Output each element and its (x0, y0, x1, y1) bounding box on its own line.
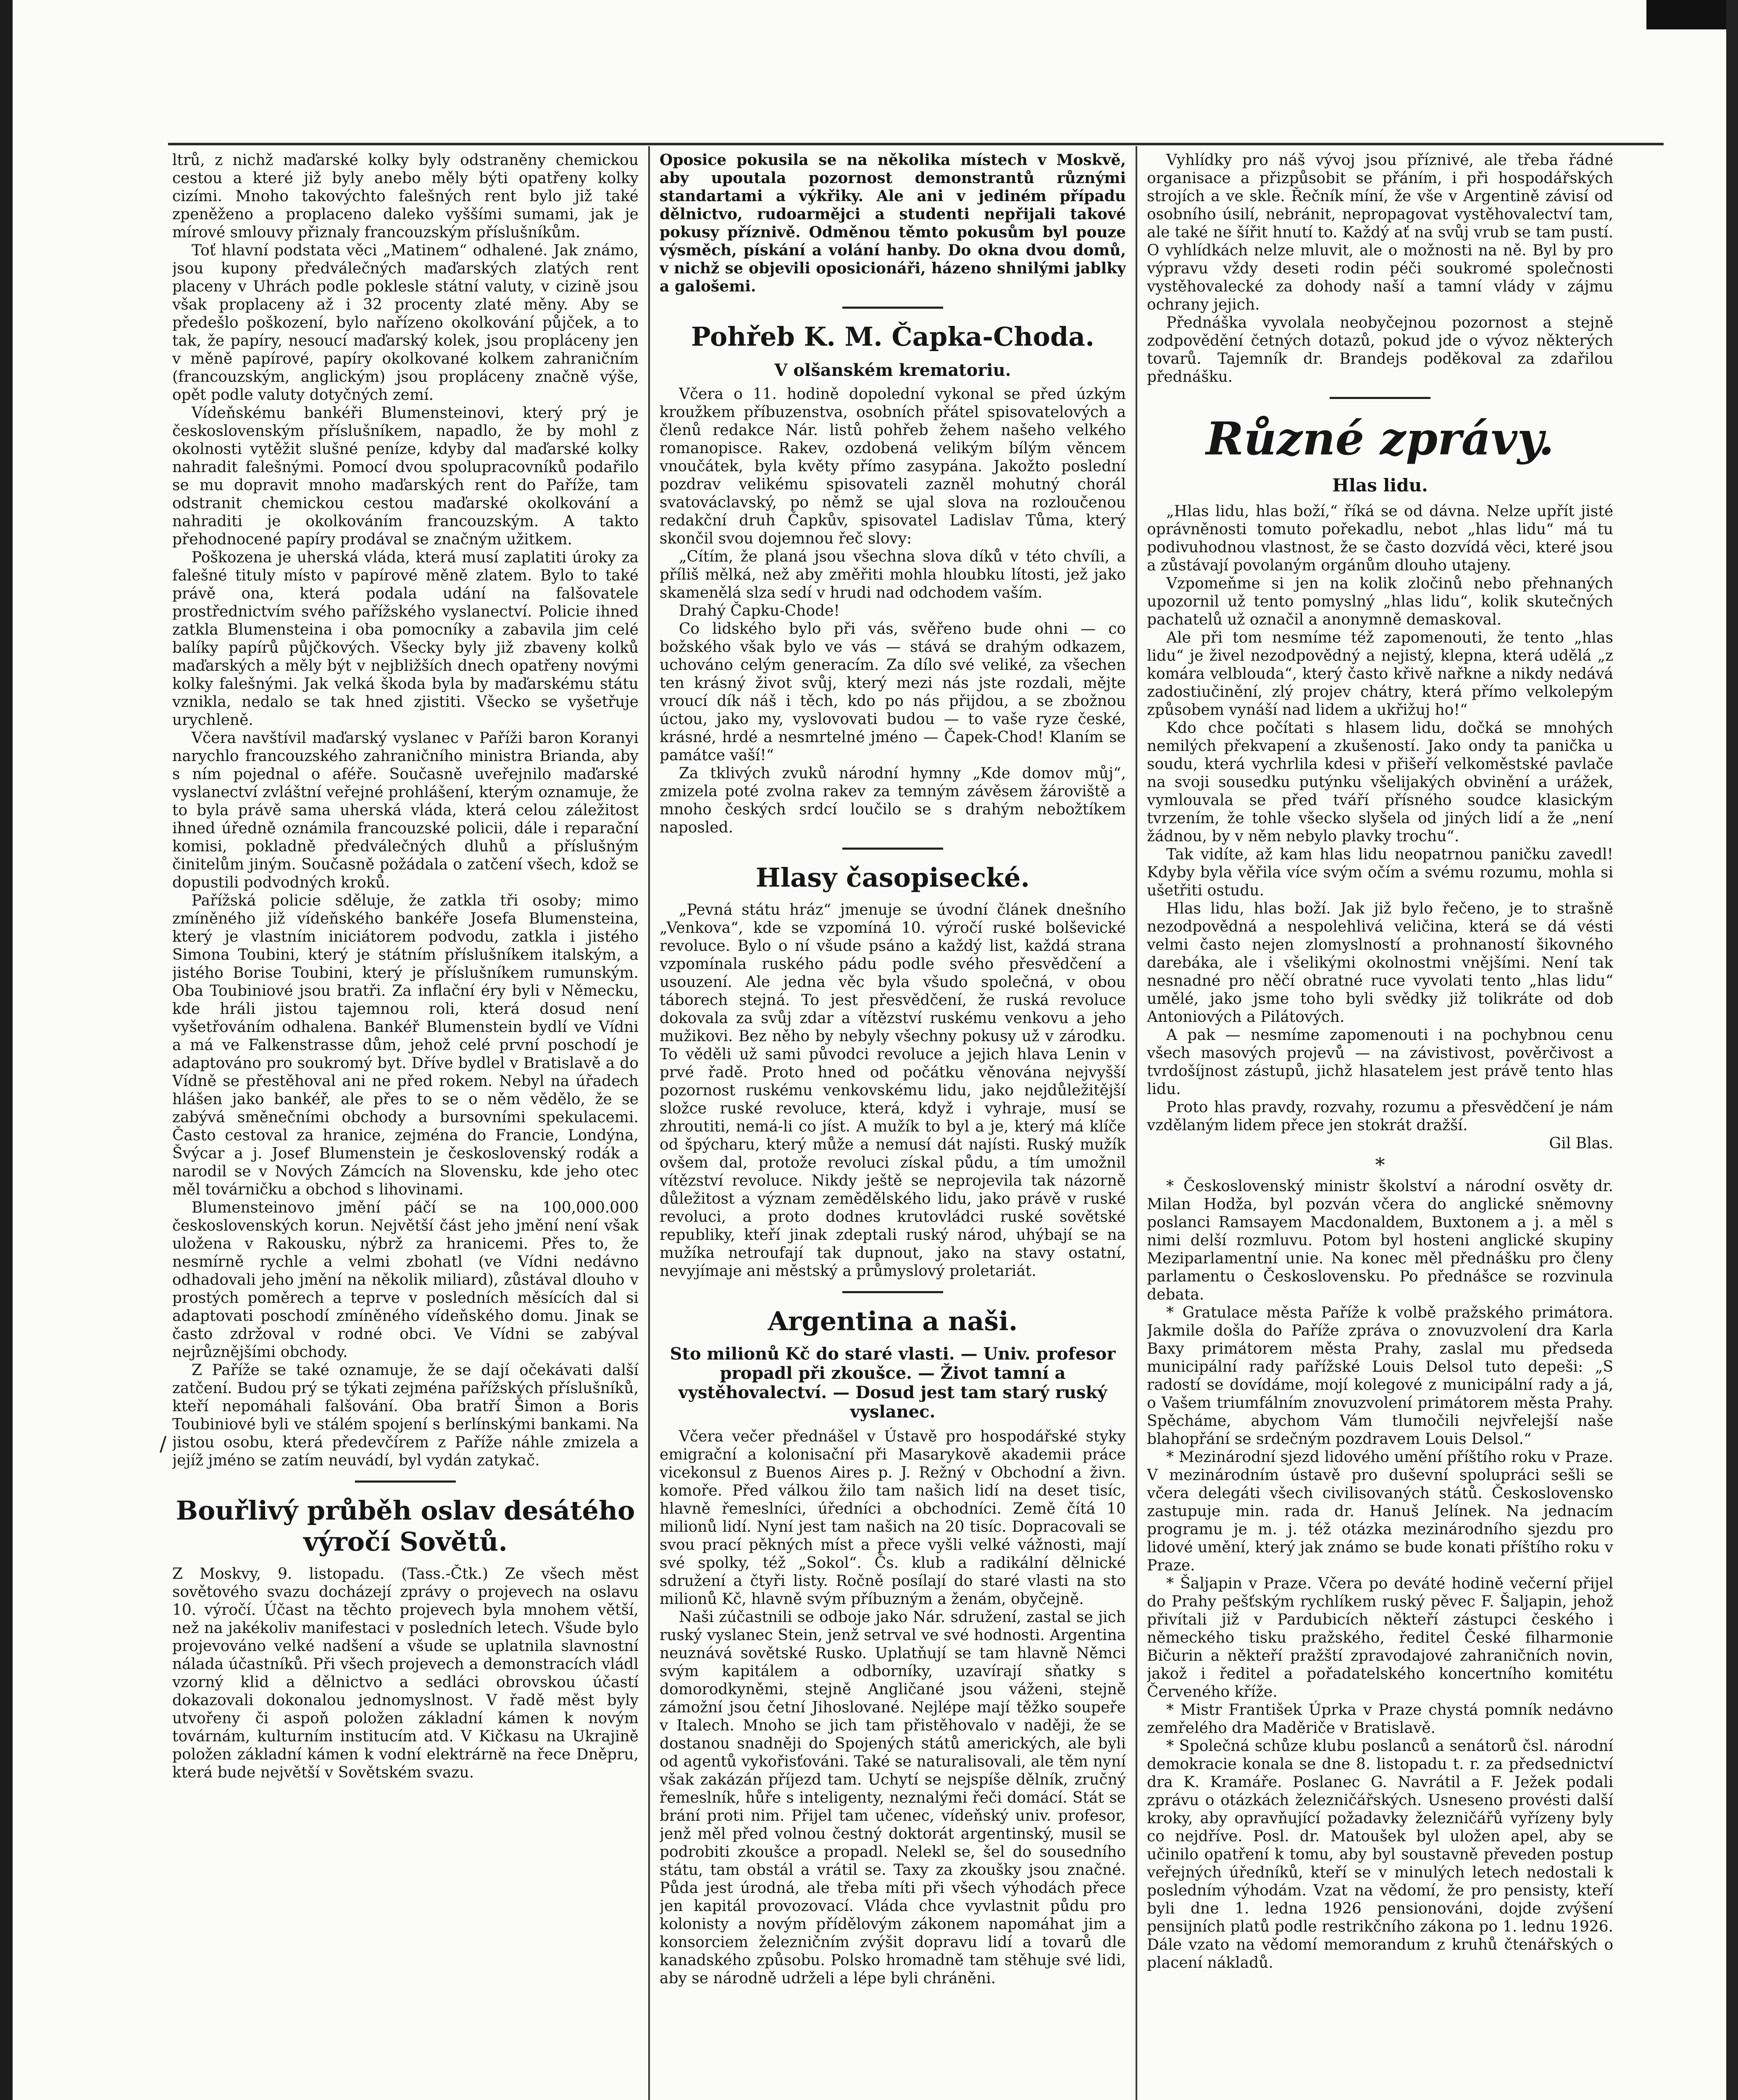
lead-argentina: Sto milionů Kč do staré vlasti. — Univ. profesor propadl při zkoušce. — Život tamní a vystěhovalectví. — Dosud jest tam starý ruský vyslanec. (670, 1344, 1116, 1422)
article-paragraph: Naši zúčastnili se odboje jako Nár. sdružení, zastal se jich ruský vyslanec Stein, jenž setrval ve své hodnosti. Argentina neuznává sovětské Rusko. Uplatňují se tam hlavně Němci svým kapitálem a odborníky, uzavírají sňatky s domorodkyněmi, stejně Angličané jsou váženi, stejně zámožní jsou četní Jihoslované. Nejlépe mají těžko soupeře v Italech. Mnoho se jich tam přistěhovalo v naději, že se dostanou snadněji do Spojených států amerických, ale byli od agentů vykořisťováni. Také se naturalisovali, ale těm nyní však zakázán příjezd tam. Uchytí se nejspíše dělník, zručný řemeslník, hůře s inteligenty, neznalými řeči domácí. Stát se brání proti nim. Přijel tam učenec, vídeňský univ. profesor, jenž měl před volnou čestný doktorát argentinský, musil se podrobiti zkoušce a propadl. Nelekl se, šel do sousedního státu, tam obstál a vrátil se. Taxy za zkoušky jsou značné. Půda jest úrodná, ale třeba míti při všech výhodách přece jen kapitál provozovací. Vláda chce vyvlastnit půdu pro kolonisty a novým přídělovým zákonem napomáhat jim a konsorciem železničním zvýšit dopravu lidí a tovarů dle kanadského způsobu. Polsko hromadně tam stěhuje své lidi, aby se národně udrželi a lépe byli chráněni. (660, 1609, 1126, 1987)
article-paragraph: Drahý Čapku-Chode! (679, 602, 840, 620)
article-paragraph: „Hlas lidu, hlas boží,“ říká se od dávna. Nelze upřít jisté oprávněnosti tomuto pořekadlu, nebot „hlas lidu“ má tu podivuhodnou vlastnost, že se často dozvídá věci, které jsou a zůstávají povolaným orgánům dlouho utajeny. (1147, 503, 1613, 574)
headline-hlas-lidu: Hlas lidu. (1332, 475, 1428, 496)
article-paragraph: Vzpomeňme si jen na kolik zločinů nebo přehnaných upozornil už tento pomyslný „hlas lidu“, kolik skutečných pachatelů už označil a anonymně demaskoval. (1147, 575, 1613, 628)
article-divider (842, 307, 943, 309)
article-divider (1330, 397, 1430, 399)
article-paragraph: ltrů, z nichž maďarské kolky byly odstraněny chemickou cestou a které již byly anebo měly býti opatřeny kolky cizími. Mnoho takovýchto falešných rent bylo již také zpeněženo a proplaceno daleko vyššími sumami, jak je mírové smlouvy přiznaly francouzským příslušníkům. (172, 152, 639, 241)
notice-paragraph: * Společná schůze klubu poslanců a senátorů čsl. národní demokracie konala se dne 8. listopadu t. r. za předsednictví dra K. Kramáře. Poslanec G. Navrátil a F. Ježek podali zprávu o otázkách železničářských. Usneseno provésti další kroky, aby opravňující požadavky železničářů vyřízeny byly co nejdříve. Posl. dr. Matoušek byl uložen apel, aby se učinilo opatření k tomu, aby byl soustavně převeden postup veřejných úředníků, kteří se v minulých letech nedostali k posledním výhodám. Vzat na vědomí, že pro pensisty, kteří byli dne 1. ledna 1926 pensionováni, dojde zvýšení pensijních platů podle restrikčního zákona po 1. lednu 1926. Dále vzato na vědomí memorandum z kruhů čtenářských o placení nákladů. (1147, 1738, 1613, 1971)
headline-sovety: Bouřlivý průběh oslav desátého výročí Sovětů. (176, 1495, 635, 1557)
article-paragraph: A pak — nesmíme zapomenouti i na pochybnou cenu všech masových projevů — na závistivost, pověrčivost a tvrdošíjnost zástupů, jichž hlasatelem jest právě tento hlas lidu. (1147, 1026, 1613, 1098)
article-paragraph: Poškozena je uherská vláda, která musí zaplatiti úroky za falešné tituly místo v papírové měně zlatem. Bylo to také právě ona, která podala udání na falšovatele prostřednictvím svého pařížského vyslanectví. Policie ihned zatkla Blumensteina i oba pomocníky a zabavila jim celé balíky papírů půjčkových. Všecky byly již zbaveny kolků maďarských a měly být v nejbližších dnech opatřeny novými kolky falešnými. Jak velká škoda byla by maďarskému státu vznikla, nedalo se tak hned zjistiti. Všecko se vyšetřuje urychleně. (172, 549, 639, 729)
star-separator-icon: * (1375, 1153, 1385, 1176)
article-paragraph: Pařížská policie sděluje, že zatkla tři osoby; mimo zmíněného již vídeňského bankéře Josefa Blumensteina, který je vlastním iniciátorem podvodu, zatkla i jistého Simona Toubini, který je státním příslušníkem italským, a jistého Borise Toubini, který je příslušníkem rumunským. Oba Toubiniové jsou bratři. Za inflační éry byli v Německu, kde hráli jistou tajemnou roli, která dosud není vyšetřováním odhalena. Bankéř Blumenstein bydlí ve Vídni a má ve Falkenstrasse dům, jehož celé první poschodí je adaptováno pro soukromý byt. Dříve bydlel v Bratislavě a do Vídně se přestěhoval ani ne před rokem. Nebyl na úřadech hlášen jako bankéř, ale přes to se o něm vědělo, že se zabývá směnečními obchody a bursovními spekulacemi. Často cestoval za hranice, zejména do Francie, Londýna, Švýcar a j. Josef Blumenstein je československý rodák a narodil se v Nových Zámcích na Slovensku, kde jeho otec měl továrničku a obchod s lihovinami. (172, 892, 639, 1198)
notice-paragraph: * Mistr František Úprka v Praze chystá pomník nedávno zemřelého dra Maděriče v Bratislavě. (1147, 1701, 1613, 1737)
notice-paragraph: * Šaljapin v Praze. Včera po deváté hodině večerní přijel do Prahy pešťským rychlíkem ruský pěvec F. Šaljapin, jehož přivítali již v Pardubicích někteří zástupci českého i německého tisku pražského, ředitel České filharmonie Bičurin a někteří pražští zpravodajové zahraničních novin, jakož i ředitel a pořadatelského koncertního komitétu Červeného kříže. (1147, 1575, 1613, 1701)
article-divider (842, 1291, 943, 1293)
subheadline-capek: V olšanském krematoriu. (774, 360, 1011, 380)
article-paragraph: Včera o 11. hodině dopolední vykonal se před úzkým kroužkem příbuzenstva, osobních přátel spisovatelových a členů redakce Nár. listů pohřeb žehem našeho velkého romanopisce. Rakev, ozdobená velikým bílým věncem vnoučátek, byla květy přímo zasypána. Jakožto poslední pozdrav velikému spisovateli zazněl mohutný chorál svatováclavský, po němž se ujal slova na rozloučenou redakční druh Čapkův, spisovatel Ladislav Tůma, který skončil svou dojemnou řeč slovy: (660, 386, 1126, 547)
article-divider (355, 1480, 456, 1483)
headline-argentina: Argentina a naši. (768, 1306, 1018, 1336)
margin-mark: / (160, 1432, 167, 1456)
middle-column (660, 151, 1126, 2100)
article-paragraph: „Cítím, že planá jsou všechna slova díků v této chvíli, a příliš mělká, než aby změřiti mohla hloubku lítosti, jež jako skamenělá slza sedí v hrudi nad odchodem vaším. (660, 548, 1126, 601)
scan-edge-left (0, 0, 13, 2100)
section-title-ruzne-zpravy: Různé zprávy. (1206, 412, 1554, 465)
notice-paragraph: * Gratulace města Paříže k volbě pražského primátora. Jakmile došla do Paříže zpráva o znovuzvolení dra Karla Baxy primátorem města Prahy, zaslal mu předseda municipální rady pařížské Louis Delsol tuto depeši: „S radostí se dovídáme, mojí kolegové z municipální rady a já, o Vašem triumfálním znovuzvolení primátorem města Prahy. Spěcháme, abychom Vám tlumočili nejvřelejší naše blahopřání se srdečným pozdravem Louis Delsol.“ (1147, 1304, 1613, 1448)
article-paragraph: Včera navštívil maďarský vyslanec v Paříži baron Koranyi narychlo francouzského zahraničního ministra Brianda, aby s ním pojednal o aféře. Současně uveřejnilo maďarské vyslanectví zvláštní veřejné prohlášení, kterým oznamuje, že to byla právě sama uherská vláda, která celou záležitost ihned úředně oznámila francouzské policii, dále i reparační komisi, pokladně předválečných dluhů a příslušným činitelům jiným. Současně požádala o zatčení všech, kdož se dopustili podvodných kroků. (172, 730, 639, 891)
article-paragraph: Vyhlídky pro náš vývoj jsou příznivé, ale třeba řádné organisace a přizpůsobit se přáním, i při hospodářských strojích a ve skle. Řečník míní, že vše v Argentině závisí od osobního úsilí, nebránit, nepropagovat vystěhovalectví tam, ale také ne šířit hnutí to. Každý ať na svůj vrub se tam pustí. O vyhlídkách nelze mluvit, ale o možnosti na ně. Byl by pro výpravu vždy deseti rodin péči soukromé společnosti vystěhovalecké za dohody naší a tamní vlády v zájmu ochrany jejich. (1147, 152, 1613, 313)
article-paragraph: Hlas lidu, hlas boží. Jak již bylo řečeno, je to strašně nezodpovědná a nespolehlivá veličina, která se dá vésti velmi často nejen zlomyslností a prohnaností šikovného darebáka, ale i všelikými okolnostmi vnějšími. Není tak nesnadné pro něčí obratné ruce vyvolati tento „hlas lidu“ umělé, jako jsme toho byli svědky již tolikráte od dob Antoniových a Pilátových. (1147, 900, 1613, 1026)
article-paragraph: Z Paříže se také oznamuje, že se dají očekávati další zatčení. Budou prý se týkati zejména pařížských příslušníků, kteří nepomáhali falšování. Oba bratří Šimon a Boris Toubiniové byli ve stálém spojení s berlínskými bankami. Na jistou osobu, která předevčírem z Paříže náhle zmizela a jejíž jméno se zatím neuvádí, byl vydán zatykač. (172, 1362, 639, 1469)
headline-hlasy: Hlasy časopisecké. (756, 862, 1030, 893)
column-rule-1 (648, 146, 650, 2100)
article-paragraph: Přednáška vyvolala neobyčejnou pozornost a stejně zodpovědění četných dotazů, pokud jde o vývoz některých tovarů. Tajemník dr. Brandejs poděkoval za zdařilou přednášku. (1147, 314, 1613, 386)
article-paragraph: Co lidského bylo při vás, svěřeno bude ohni — co božského však bylo ve vás — stává se drahým odkazem, uchováno celým generacím. Za dílo své veliké, za všechen ten krásný život svůj, který mezi nás jste rozdali, mějte vroucí dík náš i těch, kdo po nás přijdou, a se zbožnou úctou, jako my, vyslovovati budou — to vaše ryze české, krásné, hrdé a nesmrtelné jméno — Čapek-Chod! Klaním se památce vaší!“ (660, 620, 1126, 764)
article-paragraph: Z Moskvy, 9. listopadu. (Tass.-Čtk.) Ze všech měst sovětového svazu docházejí zprávy o projevech na oslavu 10. výročí. Účast na těchto projevech byla mnohem větší, než na jakékoliv manifestaci v posledních letech. Všude bylo projevováno velké nadšení a všude se uplatnila slavnostní nálada účastníků. Při všech projevech a demonstracích vládl vzorný klid a dělnictvo a sedláci obrovskou účastí dokazovali dokonalou jednomyslnost. V řadě měst byly utvořeny či aspoň položen základní kámen k novým továrnám, kulturním institucím atd. V Kičkasu na Ukrajině položen základní kámen k vodní elektrárně na řece Dněpru, která bude největší v Sovětském svazu. (172, 1565, 639, 1781)
article-paragraph: Ale při tom nesmíme též zapomenouti, že tento „hlas lidu“ je živel nezodpovědný a nejistý, klepna, která udělá „z komára velblouda“, který často křivě nařkne a nikdy nedává zadostiučinění, zlý projev chátry, která přímo velkolepým způsobem vynáší nad lidem a ukřižuj ho!“ (1147, 629, 1613, 719)
article-divider (842, 848, 943, 850)
notice-paragraph: * Československý ministr školství a národní osvěty dr. Milan Hodža, byl pozván včera do anglické sněmovny poslanci Ramsayem Macdonaldem, Buxtonem a j. a měl s nimi delší rozmluvu. Potom byl hosteni anglické skupiny Meziparlamentní unie. Na konec měl přednášku pro členy parlamentu o Československu. Po přednášce se rozvinula debata. (1147, 1178, 1613, 1303)
article-paragraph: Blumensteinovo jmění páčí se na 100,000.000 československých korun. Největší část jeho jmění není však uložena v Rakousku, nýbrž za hranicemi. Přes to, že nesmírně rychle a velmi zbohatl (ve Vídni nedávno odhadovali jeho jmění na několik miliard), zůstával dlouho v prostých poměrech a teprve v posledních měsících dal si adaptovati poschodí zmíněného vídeňského domu. Jinak se často zdržoval v rodné obci. Ve Vídni se zabýval nejrůznějšími obchody. (172, 1199, 639, 1361)
notice-paragraph: * Mezinárodní sjezd lidového umění příštího roku v Praze. V mezinárodním ústavě pro duševní spolupráci sešli se včera delegáti všech civilisovaných států. Československo zastupuje min. rada dr. Hanuš Jelínek. Na jednacím programu je m. j. též otázka mezinárodního sjezdu pro lidové umění, který jak známo se bude konati příštího roku v Praze. (1147, 1449, 1613, 1574)
signature: Gil Blas. (1549, 1135, 1613, 1152)
article-paragraph: Tak vidíte, až kam hlas lidu neopatrnou paničku zavedl! Kdyby byla věřila více svým očím a svému rozumu, mohla si ušetřiti ostudu. (1147, 846, 1613, 899)
right-column (1147, 151, 1613, 2100)
header-rule (168, 143, 1664, 145)
article-paragraph-bold: Oposice pokusila se na několika místech v Moskvě, aby upoutala pozornost demonstrantů různými standartami a výkřiky. Ale ani v jediném případu dělnictvo, rudoarmějci a studenti nepřijali takové pokusy příznivě. Odměnou těmto pokusům byl pouze výsměch, pískání a volání hanby. Do okna dvou domů, v nichž se objevili oposicionáři, házeno shnilými jablky a galošemi. (660, 151, 1126, 295)
article-paragraph: „Pevná státu hráz“ jmenuje se úvodní článek dnešního „Venkova“, kde se vzpomíná 10. výročí ruské bolševické revoluce. Bylo o ní všude psáno a každý list, každá strana vzpomínala ruského pádu podle svého přesvědčení a usouzení. Ale jedna věc byla všudo společná, v obou táborech stejná. To jest přesvědčení, že ruská revoluce dokovala za svůj zdar a vítězství ruskému venkovu a jeho mužikovi. Bez něho by nebyly všechny pokusy už v zárodku. To věděli už sami původci revoluce a jejich hlava Lenin v prvé řadě. Proto hned od počátku věnována nejvyšší pozornost ruskému venkovskému lidu, jako nejdůležitější složce ruské revoluce, která, když i vyhraje, musí se zhroutiti, nemá-li co jíst. A mužík to byl a je, který má klíče od špýcharu, který může a nemusí dát najísti. Ruský mužík ovšem dal, protože revoluci získal půdu, a tím umožnil vítězství revoluce. Nikdy ještě se neprojevila tak názorně důležitost a význam zemědělského lidu, jako právě v ruské revoluci, a proto dodnes krutovládci ruské sovětské republiky, kteří jinak zdeptali ruský národ, uhýbají se na mužíka netroufají tak dupnout, jako na stavy ostatní, nevyjímaje ani městský a průmyslový proletariát. (660, 901, 1126, 1280)
article-paragraph: Toť hlavní podstata věci „Matinem“ odhalené. Jak známo, jsou kupony předválečných maďarských zlatých rent placeny v Uhrách podle poklesle státní valuty, v cizině jsou však proplaceny až i 32 procenty zlaté měny. Aby se předešlo poškození, bylo nařízeno okolkování půjček, a to tak, že papíry, nesoucí maďarský kolek, jsou propláceny jen v měně papírové, papíry okolkované kolkem zahraničním (francouzským, anglickým) jsou propláceny značně výše, opět podle valuty dotyčných zemí. (172, 242, 639, 404)
article-paragraph: Včera večer přednášel v Ústavě pro hospodářské styky emigrační a kolonisační při Masarykově akademii práce vicekonsul z Buenos Aires p. J. Režný v Obchodní a živn. komoře. Před válkou žilo tam našich lidí na deset tisíc, hlavně řemeslníci, úředníci a obchodníci. Země čítá 10 milionů lidí. Nyní jest tam našich na 20 tisíc. Dopracovali se svou prací pěkných míst a přece vyšli velké vážnosti, mají své spolky, též „Sokol“. Čs. klub a radikální dělnické sdružení a čtyři listy. Ročně posílají do staré vlasti na sto milionů Kč, hlavně svým příbuzným a ženám, obyčejně. (660, 1428, 1126, 1608)
column-rule-2 (1136, 146, 1137, 2100)
headline-capek: Pohřeb K. M. Čapka-Choda. (691, 321, 1094, 352)
article-paragraph: Vídeňskému bankéři Blumensteinovi, který prý je československým příslušníkem, napadlo, že by mohl z okolnosti vytěžit slušné peníze, kdyby dal maďarské kolky nahradit falešnými. Pomocí dvou spolupracovníků podařilo se mu dopravit mnoho maďarských rent do Paříže, tam odstranit chemickou cestou maďarské okolkování a nahraditi je okolkováním francouzským. A takto přehodnocené papíry prodával se značným užitkem. (172, 404, 639, 548)
scan-edge-right (1726, 0, 1738, 2100)
scan-edge-top-right (1646, 0, 1726, 29)
left-column (172, 151, 639, 2100)
article-paragraph: Kdo chce počítati s hlasem lidu, dočká se mnohých nemilých překvapení a zkušeností. Jako ondy ta panička u soudu, která vychrlila kdesi v přišeří velkoměstské pavlače na svoji sousedku putýnku všelijakých obvinění a urážek, vymlouvala se před tváří přísného soudce klasickým tvrzením, že tohle všecko slyšela od jiných lidí a že „není žádnou, by v něm nebylo plavky trochu“. (1147, 719, 1613, 845)
article-paragraph: Za tklivých zvuků národní hymny „Kde domov můj“, zmizela poté zvolna rakev za temným závěsem žároviště a mnoho českých srdcí loučilo se s drahým nebožtíkem naposled. (660, 765, 1126, 836)
article-paragraph: Proto hlas pravdy, rozvahy, rozumu a přesvědčení je nám vzdělaným lidem přece jen stokrát dražší. (1147, 1099, 1613, 1134)
